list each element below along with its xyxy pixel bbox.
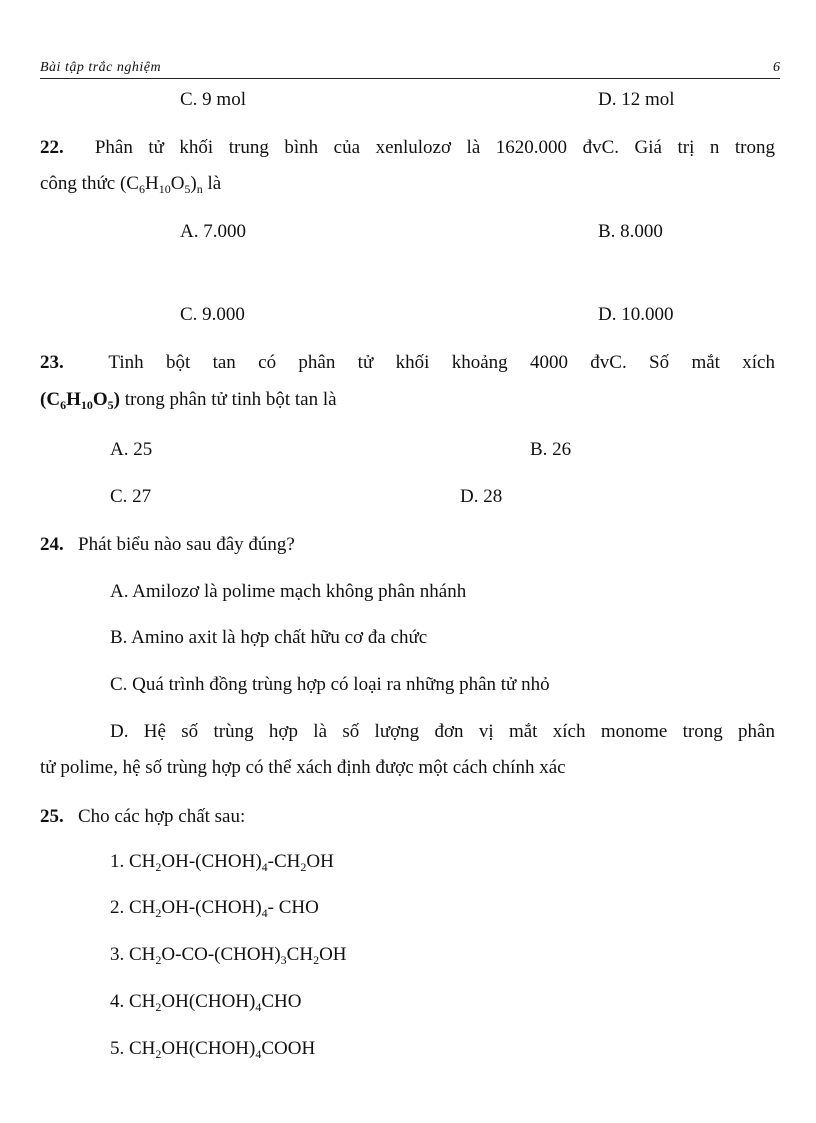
q25-item-5-part: OH(CHOH)	[161, 1038, 256, 1059]
q25-item-2-sub: 2	[155, 906, 162, 920]
q22-text-end: là	[202, 173, 222, 194]
q25-item-1-sub: 4	[261, 860, 268, 874]
q22-sub-6: 6	[138, 182, 145, 196]
q22-sub-n: n	[196, 182, 203, 196]
q22-sub-5: 5	[184, 182, 191, 196]
q25-item-4-part: OH(CHOH)	[161, 991, 256, 1012]
q23-sub-10: 10	[80, 398, 93, 412]
page-header	[40, 58, 780, 79]
q22-text: Phân tử khối trung bình của xenlulozơ là 1620.000 đvC. Giá trị n trong	[94, 137, 776, 158]
q21-option-c: C. 9 mol	[180, 89, 246, 110]
q25-item-3-part: 3. CH	[110, 944, 156, 965]
q25-question	[40, 805, 245, 829]
q22-formula-h: H	[144, 173, 159, 194]
q25-item-1-part: -CH	[267, 851, 301, 872]
q22-text-line1	[40, 136, 775, 160]
q25-item-1-sub: 2	[300, 860, 307, 874]
q24-option-d-line1: D. Hệ số trùng hợp là số lượng đơn vị mắt xích monome trong phân	[110, 721, 775, 742]
q22-option-b: B. 8.000	[598, 221, 663, 242]
q24-number: 24.	[40, 534, 64, 555]
q22-option-a: A. 7.000	[180, 221, 246, 242]
q23-option-a: A. 25	[110, 439, 153, 460]
q23-option-c: C. 27	[110, 486, 152, 507]
q25-item-3-sub: 2	[155, 953, 162, 967]
q25-item-1-part: OH-(CHOH)	[161, 851, 262, 872]
q25-item-1	[110, 850, 334, 874]
q23-formula	[40, 389, 120, 410]
q21-option-d: D. 12 mol	[598, 89, 675, 110]
header-title: Bài tập trắc nghiệm	[40, 60, 162, 75]
q22-option-d: D. 10.000	[598, 304, 674, 325]
q22-formula-close: )	[190, 173, 197, 194]
q25-item-3-part: O-CO-(CHOH)	[161, 944, 281, 965]
q23-formula-start: (C	[40, 389, 61, 410]
q22-option-c: C. 9.000	[180, 304, 245, 325]
q25-item-1-sub: 2	[155, 860, 162, 874]
q25-item-2	[110, 896, 319, 920]
q25-item-1-part: OH	[306, 851, 334, 872]
q25-item-2-part: - CHO	[267, 897, 319, 918]
q23-sub-6: 6	[60, 398, 67, 412]
q25-item-3-part: OH	[319, 944, 347, 965]
q24-option-c: C. Quá trình đồng trùng hợp có loại ra những phân tử nhỏ	[110, 674, 550, 695]
q23-number: 23.	[40, 352, 64, 373]
q25-item-3-sub: 2	[313, 953, 320, 967]
q25-item-3	[110, 943, 347, 967]
q25-number: 25.	[40, 806, 64, 827]
q22-sub-10: 10	[158, 182, 171, 196]
q23-sub-5: 5	[107, 398, 114, 412]
q24-option-a: A. Amilozơ là polime mạch không phân nhánh	[110, 581, 467, 602]
q22-text-line2	[40, 172, 221, 196]
q25-item-3-part: CH	[286, 944, 314, 965]
q25-item-1-part: 1. CH	[110, 851, 156, 872]
q25-item-2-part: OH-(CHOH)	[161, 897, 262, 918]
q22-formula-start: công thức (C	[40, 173, 139, 194]
q25-item-3-sub: 3	[280, 953, 287, 967]
q25-item-4-part: CHO	[261, 991, 302, 1012]
q23-option-b: B. 26	[530, 439, 572, 460]
page-number: 6	[773, 60, 780, 75]
q23-formula-close: )	[113, 389, 120, 410]
q23-text: Tinh bột tan có phân tử khối khoảng 4000 đvC. Số mắt xích	[108, 352, 775, 373]
q22-number: 22.	[40, 137, 64, 158]
q25-item-5-part: 5. CH	[110, 1038, 156, 1059]
q25-item-2-part: 2. CH	[110, 897, 156, 918]
q25-item-5-part: COOH	[261, 1038, 316, 1059]
q23-text-end: trong phân tử tinh bột tan là	[119, 389, 337, 410]
q24-option-b: B. Amino axit là hợp chất hữu cơ đa chức	[110, 627, 428, 648]
q24-text: Phát biểu nào sau đây đúng?	[78, 534, 295, 555]
q25-item-4	[110, 990, 301, 1014]
q25-item-2-sub: 4	[261, 906, 268, 920]
q25-text: Cho các hợp chất sau:	[78, 806, 246, 827]
q25-item-5-sub: 2	[155, 1047, 162, 1061]
q24-question	[40, 533, 295, 557]
q25-item-5	[110, 1037, 315, 1061]
q25-item-4-sub: 4	[255, 1000, 262, 1014]
q25-item-4-part: 4. CH	[110, 991, 156, 1012]
q23-text-line1	[40, 351, 775, 375]
q22-formula-o: O	[170, 173, 185, 194]
q25-item-4-sub: 2	[155, 1000, 162, 1014]
q23-formula-h: H	[66, 389, 81, 410]
q23-option-d: D. 28	[460, 486, 503, 507]
q25-item-5-sub: 4	[255, 1047, 262, 1061]
q23-text-line2	[40, 388, 337, 412]
q24-option-d-line2: tử polime, hệ số trùng hợp có thể xách định được một cách chính xác	[40, 757, 566, 778]
q23-formula-o: O	[92, 389, 108, 410]
